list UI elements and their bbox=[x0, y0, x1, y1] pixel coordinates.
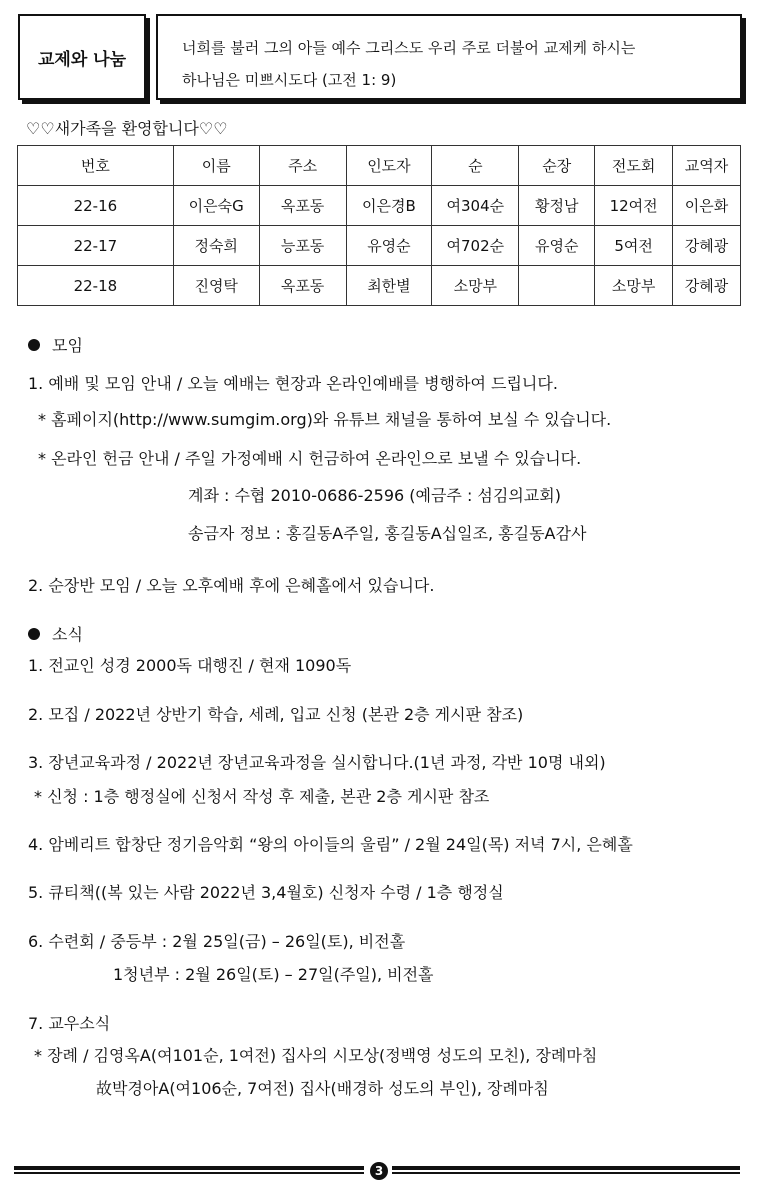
section-title: 교제와 나눔 bbox=[37, 49, 127, 70]
table-cell: 여702순 bbox=[432, 226, 519, 266]
meeting-heading: 모임 bbox=[28, 333, 83, 356]
news-item-4: 4. 암베리트 합창단 정기음악회 “왕의 아이들의 울림” / 2월 24일(목) 저녁 7시, 은혜홀 bbox=[28, 835, 633, 854]
bullet-icon bbox=[28, 628, 40, 640]
funeral-note: * 장례 / 김영옥A(여101순, 1여전) 집사의 시모상(정백영 성도의 모친), 장례마침 bbox=[34, 1046, 598, 1065]
table-cell: 소망부 bbox=[432, 266, 519, 306]
news-item-2: 2. 모집 / 2022년 상반기 학습, 세례, 입교 신청 (본관 2층 게시판 참조) bbox=[28, 705, 524, 724]
section-title-box bbox=[18, 14, 146, 100]
page-footer bbox=[14, 1162, 740, 1182]
header-cell: 순장 bbox=[519, 146, 595, 186]
page-number: 3 bbox=[370, 1162, 388, 1180]
footer-rule-right bbox=[392, 1166, 740, 1174]
table-cell: 옥포동 bbox=[259, 266, 346, 306]
table-cell: 이은화 bbox=[673, 186, 741, 226]
table-cell: 강혜광 bbox=[673, 266, 741, 306]
bible-verse-box bbox=[156, 14, 742, 100]
welcome-heading: ♡♡새가족을 환영합니다♡♡ bbox=[26, 119, 228, 138]
homepage-note: * 홈페이지(http://www.sumgim.org)와 유튜브 채널을 통하여 보실 수 있습니다. bbox=[38, 410, 612, 429]
funeral-note-2: 故박경아A(여106순, 7여전) 집사(배경하 성도의 부인), 장례마침 bbox=[96, 1079, 549, 1098]
table-cell: 12여전 bbox=[595, 186, 673, 226]
meeting-item-2: 2. 순장반 모임 / 오늘 오후예배 후에 은혜홀에서 있습니다. bbox=[28, 576, 435, 595]
table-cell: 22-16 bbox=[18, 186, 174, 226]
news-item-7: 7. 교우소식 bbox=[28, 1014, 111, 1033]
table-cell: 황정남 bbox=[519, 186, 595, 226]
online-offering-note: * 온라인 헌금 안내 / 주일 가정예배 시 헌금하여 온라인으로 보낼 수 있습니다. bbox=[38, 449, 582, 468]
bullet-icon bbox=[28, 339, 40, 351]
verse-line-2: 하나님은 미쁘시도다 (고전 1: 9) bbox=[182, 71, 397, 89]
table-cell bbox=[519, 266, 595, 306]
table-cell: 여304순 bbox=[432, 186, 519, 226]
header-cell: 교역자 bbox=[673, 146, 741, 186]
bank-account: 계좌 : 수협 2010-0686-2596 (예금주 : 섬김의교회) bbox=[188, 486, 561, 505]
table-cell: 진영탁 bbox=[173, 266, 259, 306]
table-row bbox=[18, 226, 741, 266]
news-item-3-note: * 신청 : 1층 행정실에 신청서 작성 후 제출, 본관 2층 게시판 참조 bbox=[34, 787, 490, 806]
new-members-table bbox=[17, 145, 741, 306]
news-item-6-line-2: 1청년부 : 2월 26일(토) – 27일(주일), 비전홀 bbox=[113, 965, 434, 984]
header-cell: 전도회 bbox=[595, 146, 673, 186]
news-item-3: 3. 장년교육과정 / 2022년 장년교육과정을 실시합니다.(1년 과정, 각반 10명 내외) bbox=[28, 753, 606, 772]
table-cell: 옥포동 bbox=[259, 186, 346, 226]
footer-rule-left bbox=[14, 1166, 364, 1174]
table-cell: 22-18 bbox=[18, 266, 174, 306]
table-cell: 이은경B bbox=[346, 186, 432, 226]
table-cell: 능포동 bbox=[259, 226, 346, 266]
table-cell: 소망부 bbox=[595, 266, 673, 306]
header-cell: 이름 bbox=[173, 146, 259, 186]
table-cell: 유영순 bbox=[346, 226, 432, 266]
news-item-5: 5. 큐티책((복 있는 사람 2022년 3,4월호) 신청자 수령 / 1층 행정실 bbox=[28, 883, 504, 902]
table-cell: 정숙희 bbox=[173, 226, 259, 266]
news-heading: 소식 bbox=[28, 622, 83, 645]
news-item-6: 6. 수련회 / 중등부 : 2월 25일(금) – 26일(토), 비전홀 bbox=[28, 932, 406, 951]
table-cell: 강혜광 bbox=[673, 226, 741, 266]
table-row bbox=[18, 266, 741, 306]
table-cell: 22-17 bbox=[18, 226, 174, 266]
sender-info: 송금자 정보 : 홍길동A주일, 홍길동A십일조, 홍길동A감사 bbox=[188, 524, 587, 543]
table-cell: 5여전 bbox=[595, 226, 673, 266]
header-cell: 인도자 bbox=[346, 146, 432, 186]
verse-line-1: 너희를 불러 그의 아들 예수 그리스도 우리 주로 더불어 교제케 하시는 bbox=[182, 39, 636, 57]
header-cell: 주소 bbox=[259, 146, 346, 186]
news-item-1: 1. 전교인 성경 2000독 대행진 / 현재 1090독 bbox=[28, 656, 352, 675]
header-cell: 순 bbox=[432, 146, 519, 186]
table-cell: 이은숙G bbox=[173, 186, 259, 226]
table-cell: 최한별 bbox=[346, 266, 432, 306]
table-header-row bbox=[18, 146, 741, 186]
table-row bbox=[18, 186, 741, 226]
header-cell: 번호 bbox=[18, 146, 174, 186]
meeting-item-1: 1. 예배 및 모임 안내 / 오늘 예배는 현장과 온라인예배를 병행하여 드립니다. bbox=[28, 374, 558, 393]
table-cell: 유영순 bbox=[519, 226, 595, 266]
